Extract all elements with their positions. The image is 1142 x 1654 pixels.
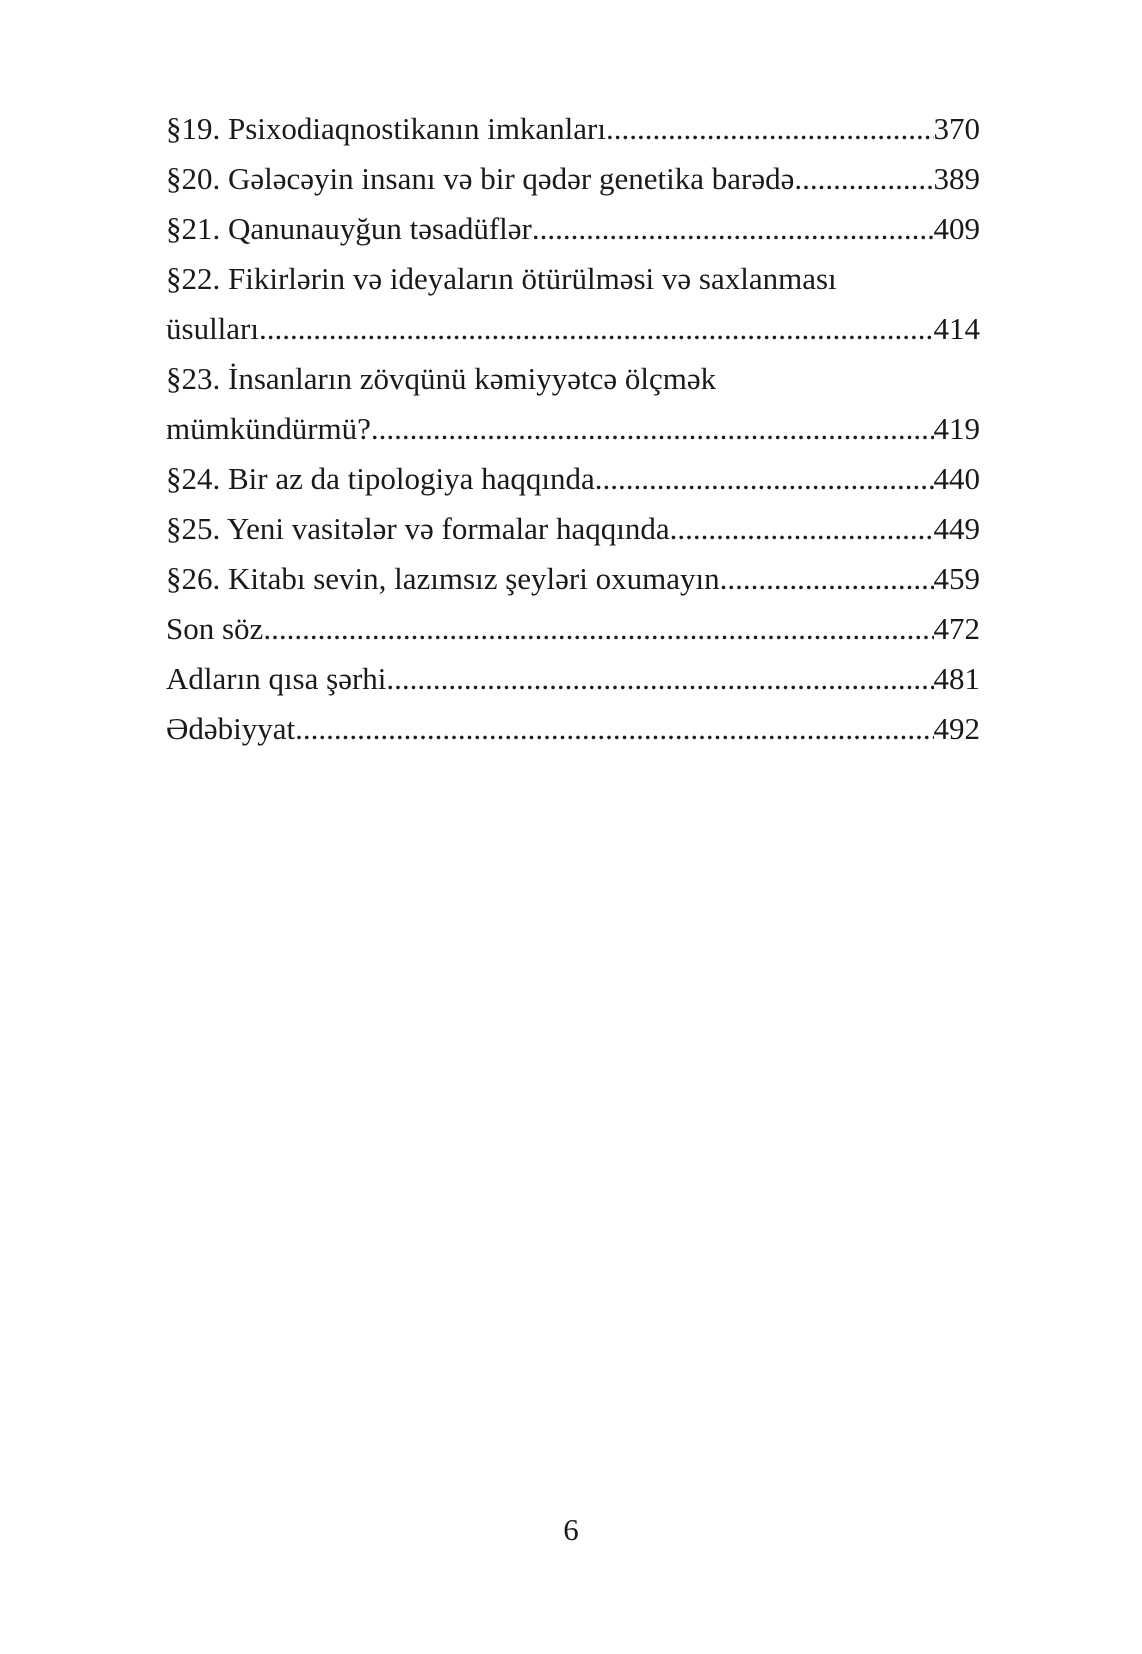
toc-entry-page: 449 bbox=[933, 511, 980, 546]
toc-entry bbox=[166, 204, 980, 254]
toc-entry-title: üsulları bbox=[166, 311, 259, 346]
toc-entry bbox=[166, 504, 980, 554]
toc-dot-leader bbox=[794, 154, 933, 204]
toc-entry bbox=[166, 454, 980, 504]
toc-entry-title-line: §23. İnsanların zövqünü kəmiyyətcə ölçmək bbox=[166, 361, 717, 396]
toc-entry-title: §24. Bir az da tipologiya haqqında bbox=[166, 461, 595, 496]
toc-dot-leader bbox=[670, 504, 934, 554]
toc-entry-title: Adların qısa şərhi bbox=[166, 661, 387, 696]
toc-entry bbox=[166, 654, 980, 704]
toc-entry-title: §26. Kitabı sevin, lazımsız şeyləri oxumayın bbox=[166, 561, 720, 596]
toc-dot-leader bbox=[295, 704, 933, 754]
toc-dot-leader bbox=[259, 304, 934, 354]
toc-dot-leader bbox=[386, 654, 933, 704]
toc-entry-page: 370 bbox=[933, 111, 980, 146]
toc-entry-page: 492 bbox=[933, 711, 980, 746]
page-number: 6 bbox=[563, 1512, 579, 1547]
toc-entry bbox=[166, 604, 980, 654]
toc-entry-page: 440 bbox=[933, 461, 980, 496]
toc-entry-page: 459 bbox=[933, 561, 980, 596]
toc-entry bbox=[166, 404, 980, 454]
toc-dot-leader bbox=[263, 604, 933, 654]
toc-entry-title-line: §22. Fikirlərin və ideyaların ötürülməsi və saxlanması bbox=[166, 261, 837, 296]
toc-entry-page: 389 bbox=[933, 161, 980, 196]
toc-dot-leader bbox=[606, 104, 934, 154]
toc-entry-title: §20. Gələcəyin insanı və bir qədər genetika barədə bbox=[166, 161, 795, 196]
table-of-contents bbox=[166, 104, 980, 754]
toc-entry bbox=[166, 554, 980, 604]
toc-entry-page: 414 bbox=[933, 311, 980, 346]
toc-entry bbox=[166, 104, 980, 154]
toc-dot-leader bbox=[532, 204, 934, 254]
toc-entry-title: §21. Qanunauyğun təsadüflər bbox=[166, 211, 532, 246]
toc-dot-leader bbox=[595, 454, 934, 504]
toc-entry-page: 481 bbox=[933, 661, 980, 696]
toc-entry-page: 419 bbox=[933, 411, 980, 446]
toc-entry bbox=[166, 154, 980, 204]
toc-entry bbox=[166, 704, 980, 754]
toc-entry-title: §25. Yeni vasitələr və formalar haqqında bbox=[166, 511, 670, 546]
toc-entry-title: Ədəbiyyat bbox=[166, 711, 296, 746]
toc-entry-title: §19. Psixodiaqnostikanın imkanları bbox=[166, 111, 606, 146]
toc-entry bbox=[166, 304, 980, 354]
toc-dot-leader bbox=[371, 404, 934, 454]
toc-entry-title: mümkündürmü? bbox=[166, 411, 371, 446]
toc-entry-page: 472 bbox=[933, 611, 980, 646]
toc-entry-page: 409 bbox=[933, 211, 980, 246]
toc-dot-leader bbox=[720, 554, 934, 604]
toc-entry-title: Son söz bbox=[166, 611, 264, 646]
